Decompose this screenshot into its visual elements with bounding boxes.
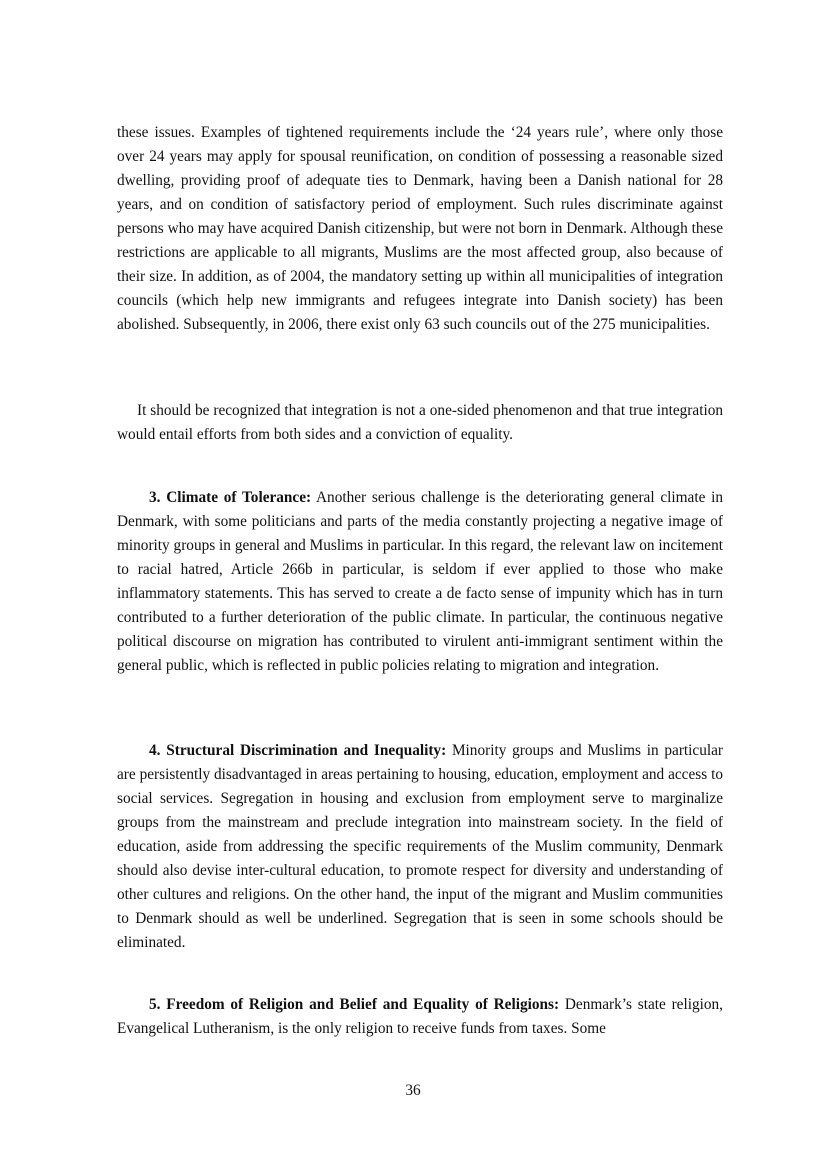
section-heading: 4. Structural Discrimination and Inequality: — [149, 742, 447, 759]
paragraph-integration-requirements: these issues. Examples of tightened requirements include the ‘24 years rule’, where only those over 24 years may apply for spousal reunification, on condition of possessing a reasonable sized dwelling, providing proof of adequate ties to Denmark, having been a Danish national for 28 years, and on condition of satisfactory period of employment. Such rules discriminate against persons who may have acquired Danish citizenship, but were not born in Denmark. Although these restrictions are applicable to all migrants, Muslims are the most affected group, also because of their size. In addition, as of 2004, the mandatory setting up within all municipalities of integration councils (which help new immigrants and refugees integrate into Danish society) has been abolished. Subsequently, in 2006, there exist only 63 such councils out of the 275 municipalities. — [117, 124, 723, 333]
section-climate-of-tolerance — [117, 486, 723, 678]
section-body: Minority groups and Muslims in particular are persistently disadvantaged in areas pertaining to housing, education, employment and access to social services. Segregation in housing and exclusion from employment serve to marginalize groups from the mainstream and preclude integration into mainstream society. In the field of education, aside from addressing the specific requirements of the Muslim community, Denmark should also devise inter-cultural education, to promote respect for diversity and understanding of other cultures and religions. On the other hand, the input of the migrant and Muslim communities to Denmark should as well be underlined. Segregation that is seen in some schools should be eliminated. — [117, 742, 723, 951]
section-heading: 5. Freedom of Religion and Belief and Equality of Religions: — [149, 996, 560, 1013]
section-freedom-of-religion — [117, 993, 723, 1041]
section-structural-discrimination — [117, 739, 723, 955]
section-body: Denmark’s state religion, Evangelical Lutheranism, is the only religion to receive funds from taxes. Some — [117, 996, 723, 1037]
section-body: Another serious challenge is the deteriorating general climate in Denmark, with some politicians and parts of the media constantly projecting a negative image of minority groups in general and Muslims in particular. In this regard, the relevant law on incitement to racial hatred, Article 266b in particular, is seldom if ever applied to those who make inflammatory statements. This has served to create a de facto sense of impunity which has in turn contributed to a further deterioration of the public climate. In particular, the continuous negative political discourse on migration has contributed to virulent anti-immigrant sentiment within the general public, which is reflected in public policies relating to migration and integration. — [117, 489, 723, 674]
section-heading: 3. Climate of Tolerance: — [149, 489, 312, 506]
paragraph-integration-two-sided: It should be recognized that integration is not a one-sided phenomenon and that true integration would entail efforts from both sides and a conviction of equality. — [117, 402, 723, 443]
page-number: 36 — [405, 1082, 421, 1099]
